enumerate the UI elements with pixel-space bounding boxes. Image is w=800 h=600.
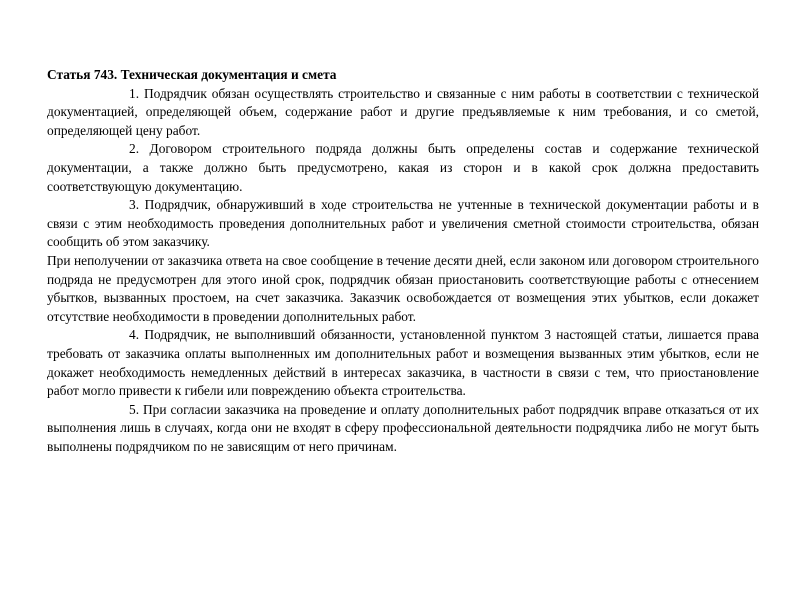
article-title: Статья 743. Техническая документация и смета bbox=[47, 67, 337, 82]
paragraph-1: 1. Подрядчик обязан осуществлять строительство и связанные с ним работы в соответствии с технической документацией, определяющей объем, содержание работ и другие предъявляемые к ним требования, и со сметой, определяющей цену работ. bbox=[47, 85, 759, 138]
paragraph-4: 4. Подрядчик, не выполнивший обязанности, установленной пунктом 3 настоящей статьи, лишается права требовать от заказчика оплаты выполненных им дополнительных работ и возмещения вызванных этим убытков, если не докажет необходимость немедленных действий в интересах заказчика, в частности в связи с тем, что приостановление работ могло привести к гибели или повреждению объекта строительства. bbox=[47, 327, 759, 399]
paragraph-3: 3. Подрядчик, обнаруживший в ходе строительства не учтенные в технической документации работы и в связи с этим необходимость проведения дополнительных работ и увеличения сметной стоимости строительства, обязан сообщить об этом заказчику. bbox=[47, 197, 759, 250]
article-text-block bbox=[47, 66, 759, 456]
paragraph-3-continuation: При неполучении от заказчика ответа на свое сообщение в течение десяти дней, если законом или договором строительного подряда не предусмотрен для этого иной срок, подрядчик обязан приостановить соответствующие работы с отнесением убытков, вызванных простоем, на счет заказчика. Заказчик освобождается от возмещения этих убытков, если докажет отсутствие необходимости в проведении дополнительных работ. bbox=[47, 252, 759, 324]
paragraph-5: 5. При согласии заказчика на проведение и оплату дополнительных работ подрядчик вправе отказаться от их выполнения лишь в случаях, когда они не входят в сферу профессиональной деятельности подрядчика либо не могут быть выполнены подрядчиком по не зависящим от него причинам. bbox=[47, 401, 759, 454]
paragraph-2: 2. Договором строительного подряда должны быть определены состав и содержание технической документации, а также должно быть предусмотрено, какая из сторон и в какой срок должна предоставить соответствующую документацию. bbox=[47, 141, 759, 194]
